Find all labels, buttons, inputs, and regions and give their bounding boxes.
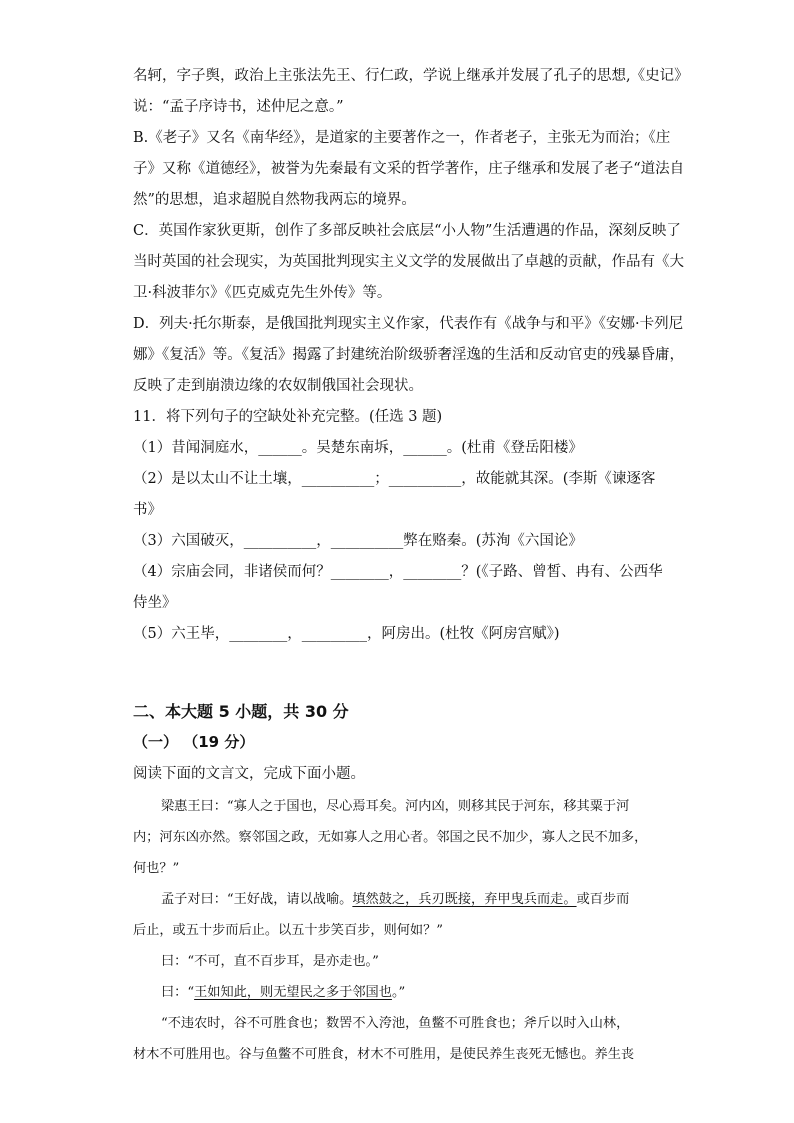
option-b-line: B.《老子》又名《南华经》，是道家的主要著作之一，作者老子，主张无为而治；《庄	[133, 130, 671, 146]
fill-blank-item: （2）是以太山不让土壤，__________；__________，故能就其深。(李斯《谏逐客	[133, 471, 656, 487]
text-line: 反映了走到崩溃边缘的农奴制俄国社会现状。	[133, 378, 423, 394]
text-line: 当时英国的社会现实，为英国批判现实主义文学的发展做出了卓越的贡献，作品有《大	[133, 254, 684, 270]
instruction-block	[133, 759, 673, 790]
passage-line: 何也？”	[133, 861, 180, 876]
text-line: 然”的思想，追求超脱自然物我两忘的境界。	[133, 192, 416, 208]
question-11-title: 11．将下列句子的空缺处补充完整。(任选 3 题)	[133, 409, 443, 425]
fill-blank-item: （5）六王毕，________，_________，阿房出。(杜牧《阿房宫赋》)	[133, 626, 560, 642]
question-10-options	[133, 61, 689, 650]
passage-text: 孟子对曰：“王好战，请以战喻。	[161, 892, 353, 907]
option-d-line: D．列夫·托尔斯泰，是俄国批判现实主义作家，代表作有《战争与和平》《安娜·卡列尼	[133, 316, 684, 332]
passage-line: 材木不可胜用也。谷与鱼鳖不可胜食，材木不可胜用，是使民养生丧死无憾也。养生丧	[133, 1047, 635, 1062]
passage-line: 后止，或五十步而后止。以五十步笑百步，则何如？”	[133, 923, 444, 938]
text-line: 娜》《复活》等。《复活》揭露了封建统治阶级骄奢淫逸的生活和反动官吏的残暴昏庸，	[133, 347, 684, 363]
passage-line	[133, 977, 673, 1008]
subsection-heading: （一） （19 分）	[133, 733, 255, 751]
passage-line: 曰：“不可，直不百步耳，是亦走也。”	[161, 954, 379, 969]
section-heading: 二、本大题 5 小题，共 30 分	[133, 702, 349, 721]
fill-blank-item: 侍坐》	[133, 595, 177, 611]
passage-text: 。”	[391, 985, 406, 1000]
instruction-text: 阅读下面的文言文，完成下面小题。	[133, 766, 365, 782]
passage-line	[133, 884, 673, 915]
text-line: 名轲，字子舆，政治上主张法先王、行仁政，学说上继承并发展了孔子的思想,《史记》	[133, 68, 689, 84]
passage-line: 内；河东凶亦然。察邻国之政，无如寡人之用心者。邻国之民不加少，寡人之民不加多，	[133, 830, 648, 845]
fill-blank-item: （3）六国破灭，__________，__________弊在赂秦。(苏洵《六国论》	[133, 533, 583, 549]
option-c-line: C．英国作家狄更斯，创作了多部反映社会底层“小人物”生活遭遇的作品，深刻反映了	[133, 223, 681, 239]
classical-passage	[133, 791, 673, 1070]
passage-line: 梁惠王曰：“寡人之于国也，尽心焉耳矣。河内凶，则移其民于河东，移其粟于河	[161, 799, 630, 814]
passage-text: 曰：“	[161, 985, 195, 1000]
text-line: 说：“孟子序诗书，述仲尼之意。”	[133, 99, 344, 115]
subsection-header	[133, 728, 673, 756]
text-line: 子》又称《道德经》，被誉为先秦最有文采的哲学著作，庄子继承和发展了老子“道法自	[133, 161, 685, 177]
fill-blank-item: （1）昔闻洞庭水，______。吴楚东南坼，______。(杜甫《登岳阳楼》	[133, 440, 583, 456]
passage-line: “不违农时，谷不可胜食也；数罟不入洿池，鱼鳖不可胜食也；斧斤以时入山林，	[161, 1016, 630, 1031]
fill-blank-item: 书》	[133, 502, 162, 518]
underlined-sentence: 王如知此，则无望民之多于邻国也	[194, 985, 392, 1000]
section-two-header	[133, 698, 673, 726]
text-line: 卫·科波菲尔》《匹克威克先生外传》等。	[133, 285, 392, 301]
underlined-sentence: 填然鼓之，兵刃既接，弃甲曳兵而走。	[352, 892, 577, 907]
passage-text: 或百步而	[576, 892, 630, 907]
fill-blank-item: （4）宗庙会同，非诸侯而何？________，________？(《子路、曾皙、冉有、公西华	[133, 564, 663, 580]
